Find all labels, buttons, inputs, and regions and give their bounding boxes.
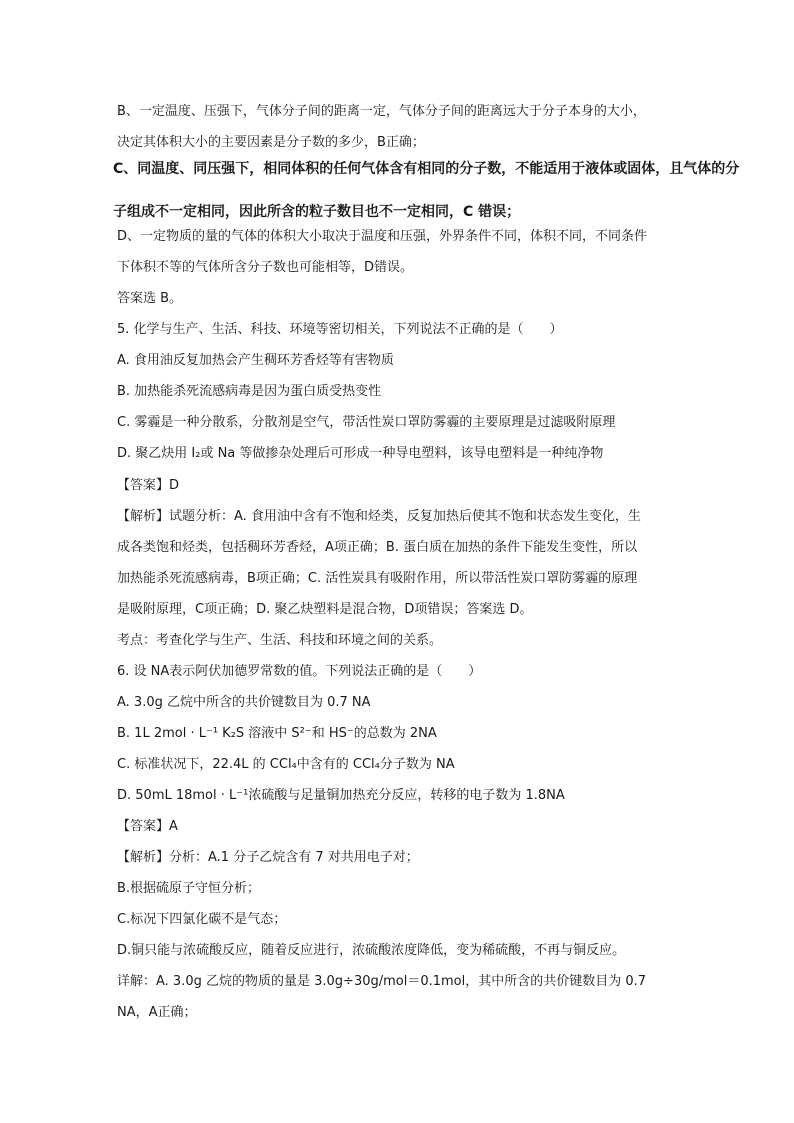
option-b: B. 加热能杀死流感病毒是因为蛋白质受热变性 (117, 384, 382, 399)
analysis-text: 加热能杀死流感病毒，B项正确；C. 活性炭具有吸附作用，所以带活性炭口罩防雾霾的原理 (117, 571, 638, 586)
question-6: 6. 设 NA表示阿伏加德罗常数的值。下列说法正确的是（ ） (117, 664, 482, 679)
analysis-text: B.根据硫原子守恒分析； (117, 881, 261, 896)
option-c: C. 标准状况下，22.4L 的 CCl₄中含有的 CCl₄分子数为 NA (117, 757, 455, 772)
topic-text: 考点：考查化学与生产、生活、科技和环境之间的关系。 (117, 633, 443, 648)
analysis-text: D.铜只能与浓硫酸反应，随着反应进行，浓硫酸浓度降低，变为稀硫酸，不再与铜反应。 (117, 943, 626, 958)
option-b: B. 1L 2mol · L⁻¹ K₂S 溶液中 S²⁻和 HS⁻的总数为 2NA (117, 726, 437, 741)
option-a: A. 3.0g 乙烷中所含的共价键数目为 0.7 NA (117, 695, 371, 710)
analysis-text: C.标况下四氯化碳不是气态； (117, 912, 287, 927)
analysis-text: 是吸附原理，C项正确；D. 聚乙炔塑料是混合物，D项错误；答案选 D。 (117, 602, 533, 617)
option-a: A. 食用油反复加热会产生稠环芳香烃等有害物质 (117, 353, 394, 368)
option-d: D. 50mL 18mol · L⁻¹浓硫酸与足量铜加热充分反应，转移的电子数为 1.8NA (117, 788, 565, 803)
answer-label: 【答案】A (117, 819, 178, 834)
text-line: C、同温度、同压强下，相同体积的任何气体含有相同的分子数，不能适用于液体或固体，且气体的分 (113, 161, 740, 177)
text-line: 子组成不一定相同，因此所含的粒子数目也不一定相同，C 错误； (113, 204, 521, 220)
answer-label: 【答案】D (117, 478, 180, 493)
text-line: 下体积不等的气体所含分子数也可能相等，D错误。 (117, 260, 414, 275)
option-c: C. 雾霾是一种分散系，分散剂是空气，带活性炭口罩防雾霾的主要原理是过滤吸附原理 (117, 415, 616, 430)
text-line: 决定其体积大小的主要因素是分子数的多少，B正确； (117, 135, 425, 150)
detail-text: NA，A正确； (117, 1005, 197, 1020)
analysis-text: 【解析】分析：A.1 分子乙烷含有 7 对共用电子对； (117, 850, 419, 865)
option-d: D. 聚乙炔用 I₂或 Na 等做掺杂处理后可形成一种导电塑料，该导电塑料是一种纯净物 (117, 446, 604, 461)
text-line: B、一定温度、压强下，气体分子间的距离一定，气体分子间的距离远大于分子本身的大小， (117, 104, 646, 119)
analysis-text: 【解析】试题分析：A. 食用油中含有不饱和烃类，反复加热后使其不饱和状态发生变化，生 (117, 509, 641, 524)
text-line: D、一定物质的量的气体的体积大小取决于温度和压强，外界条件不同，体积不同，不同条件 (117, 229, 648, 244)
detail-text: 详解：A. 3.0g 乙烷的物质的量是 3.0g÷30g/mol＝0.1mol，其中所含的共价键数目为 0.7 (117, 974, 647, 989)
text-line: 答案选 B。 (117, 291, 183, 306)
question-5: 5. 化学与生产、生活、科技、环境等密切相关，下列说法不正确的是（ ） (117, 322, 563, 337)
analysis-text: 成各类饱和烃类，包括稠环芳香烃，A项正确；B. 蛋白质在加热的条件下能发生变性，所以 (117, 540, 638, 555)
